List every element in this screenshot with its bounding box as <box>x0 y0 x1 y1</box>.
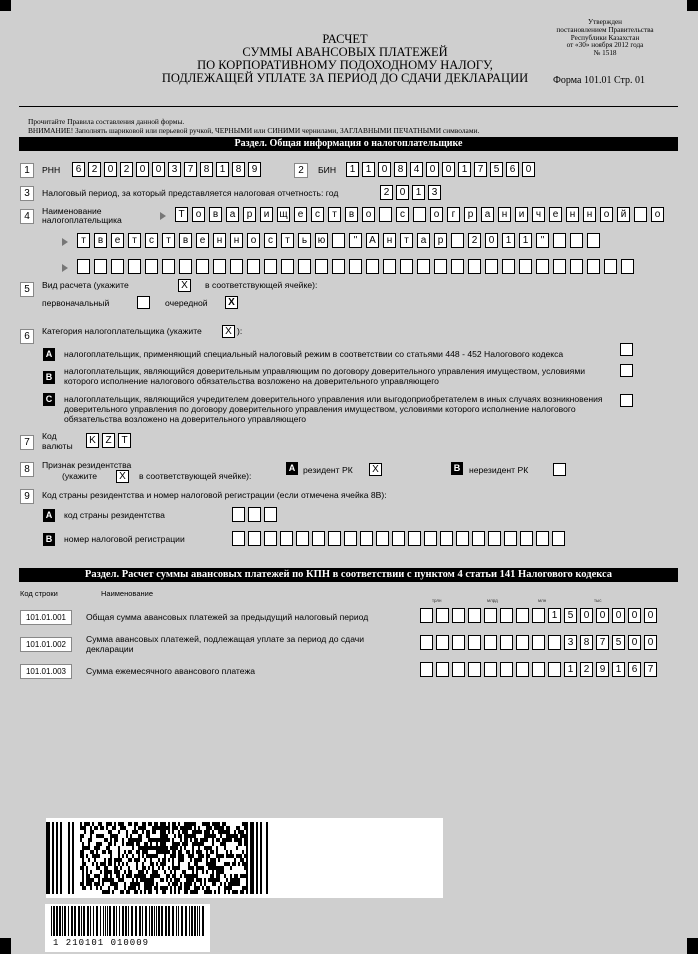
char-cell[interactable] <box>604 259 617 274</box>
char-cell[interactable] <box>264 507 277 522</box>
field-number: 1 <box>20 163 34 178</box>
char-cell[interactable] <box>420 608 433 623</box>
char-cell[interactable]: 1 <box>612 662 625 677</box>
char-cell[interactable] <box>248 507 261 522</box>
mark-sample: X <box>222 325 235 338</box>
char-cell[interactable] <box>328 531 341 546</box>
char-cell[interactable]: 1 <box>548 608 561 623</box>
category-a-checkbox[interactable] <box>620 343 633 356</box>
char-cell[interactable] <box>500 635 513 650</box>
char-cell[interactable] <box>383 259 396 274</box>
char-cell[interactable] <box>519 259 532 274</box>
nonresident-label: нерезидент РК <box>469 465 529 475</box>
char-cell[interactable]: о <box>247 233 260 248</box>
category-b-text: налогоплательщик, являющийся доверительным управляющим по договору доверительного управления имуществом, условиями которого исполнение налогового обязательства возложено на доверительного управляющего <box>64 366 586 386</box>
barcode-number: 1 210101 010009 <box>53 938 150 948</box>
row-code: 101.01.003 <box>20 664 72 679</box>
char-cell[interactable] <box>468 635 481 650</box>
char-cell[interactable] <box>315 259 328 274</box>
char-cell[interactable]: о <box>600 207 613 222</box>
char-cell[interactable]: T <box>118 433 131 448</box>
char-cell[interactable] <box>366 259 379 274</box>
scale-label: тыс <box>594 598 602 603</box>
scale-label: млн <box>538 598 547 603</box>
currency-label: валюты <box>42 441 73 451</box>
initial-checkbox[interactable] <box>137 296 150 309</box>
char-cell[interactable]: т <box>400 233 413 248</box>
amount-field[interactable] <box>420 608 657 623</box>
char-cell[interactable]: 1 <box>502 233 515 248</box>
divider <box>19 106 678 107</box>
char-cell[interactable]: 2 <box>120 162 133 177</box>
letter-a: A <box>286 462 298 475</box>
char-cell[interactable] <box>451 233 464 248</box>
char-cell[interactable] <box>232 531 245 546</box>
char-cell[interactable]: 9 <box>596 662 609 677</box>
char-cell[interactable]: н <box>230 233 243 248</box>
char-cell[interactable] <box>553 259 566 274</box>
category-a-text: налогоплательщик, применяющий специальный налоговый режим в соответствии со статьями 448 - 452 Налогового кодекса <box>64 349 564 359</box>
field-number: 2 <box>294 163 308 178</box>
char-cell[interactable]: р <box>464 207 477 222</box>
form-number: Форма 101.01 Стр. 01 <box>553 75 645 86</box>
category-suffix: ): <box>237 326 243 336</box>
char-cell[interactable]: т <box>328 207 341 222</box>
char-cell[interactable]: а <box>417 233 430 248</box>
char-cell[interactable] <box>196 259 209 274</box>
char-cell[interactable]: и <box>515 207 528 222</box>
taxpayer-name-row[interactable] <box>77 233 600 248</box>
char-cell[interactable] <box>484 608 497 623</box>
field-number: 4 <box>20 209 34 224</box>
char-cell[interactable]: ь <box>298 233 311 248</box>
category-c-text: налогоплательщик, являющийся учредителем доверительного управления или выгодоприобретателем в иных случаях возникновения доверительного управления по договору доверительного управления имуществом, условиями которого исполнение налогового обязательства возложено на доверительного управляющего <box>64 394 603 424</box>
char-cell[interactable]: р <box>243 207 256 222</box>
char-cell[interactable]: е <box>549 207 562 222</box>
char-cell[interactable]: 0 <box>596 608 609 623</box>
char-cell[interactable]: 6 <box>72 162 85 177</box>
bin-label: БИН <box>318 165 337 175</box>
char-cell[interactable] <box>500 608 513 623</box>
period-label: Налоговый период, за который представляется налоговая отчетность: год <box>42 188 339 198</box>
country-code-label: код страны резидентства <box>64 510 165 520</box>
char-cell[interactable]: н <box>566 207 579 222</box>
resident-label: резидент РК <box>303 465 353 475</box>
pdf417-barcode-icon <box>46 818 443 898</box>
char-cell[interactable] <box>516 662 529 677</box>
row-code: 101.01.002 <box>20 637 72 652</box>
nonresident-checkbox[interactable] <box>553 463 566 476</box>
char-cell[interactable] <box>488 531 501 546</box>
letter-b: B <box>43 371 55 384</box>
char-cell[interactable] <box>296 531 309 546</box>
char-cell[interactable] <box>145 259 158 274</box>
country-code-field[interactable] <box>232 507 277 522</box>
scale-label: трлн <box>432 598 442 603</box>
char-cell[interactable] <box>456 531 469 546</box>
char-cell[interactable]: 5 <box>612 635 625 650</box>
char-cell[interactable]: е <box>294 207 307 222</box>
form-title: РАСЧЕТ СУММЫ АВАНСОВЫХ ПЛАТЕЖЕЙ ПО КОРПОРАТИВНОМУ ПОДОХОДНОМУ НАЛОГУ, ПОДЛЕЖАЩЕЙ УПЛАТЕ ЗА ПЕРИОД ДО СДАЧИ ДЕКЛАРАЦИИ <box>161 32 529 85</box>
char-cell[interactable]: а <box>481 207 494 222</box>
registration-mark <box>0 0 11 11</box>
char-cell[interactable] <box>264 531 277 546</box>
char-cell[interactable]: 1 <box>412 185 425 200</box>
char-cell[interactable]: 1 <box>362 162 375 177</box>
letter-c: C <box>43 393 55 406</box>
char-cell[interactable] <box>232 507 245 522</box>
row-name: Сумма авансовых платежей, подлежащая уплате за период до сдачи декларации <box>86 634 365 654</box>
char-cell[interactable]: т <box>128 233 141 248</box>
char-cell[interactable]: 0 <box>580 608 593 623</box>
char-cell[interactable]: 8 <box>580 635 593 650</box>
char-cell[interactable] <box>504 531 517 546</box>
char-cell[interactable]: н <box>213 233 226 248</box>
registration-mark <box>687 938 698 954</box>
char-cell[interactable] <box>162 259 175 274</box>
char-cell[interactable]: 2 <box>380 185 393 200</box>
letter-b: B <box>43 533 55 546</box>
char-cell[interactable]: 8 <box>200 162 213 177</box>
char-cell[interactable] <box>484 635 497 650</box>
name-label: Наименование <box>42 206 102 216</box>
field-number: 3 <box>20 186 34 201</box>
char-cell[interactable] <box>400 259 413 274</box>
char-cell[interactable]: ю <box>315 233 328 248</box>
char-cell[interactable]: т <box>162 233 175 248</box>
char-cell[interactable] <box>548 662 561 677</box>
arrow-right-icon <box>160 212 166 220</box>
tax-reg-label: номер налоговой регистрации <box>64 534 185 544</box>
char-cell[interactable] <box>468 662 481 677</box>
char-cell[interactable]: 9 <box>248 162 261 177</box>
letter-a: A <box>43 348 55 361</box>
char-cell[interactable]: А <box>366 233 379 248</box>
char-cell[interactable] <box>379 207 392 222</box>
char-cell[interactable]: 8 <box>232 162 245 177</box>
char-cell[interactable]: с <box>145 233 158 248</box>
char-cell[interactable]: 7 <box>596 635 609 650</box>
bin-field[interactable] <box>346 162 535 177</box>
regular-label: очередной <box>165 298 208 308</box>
char-cell[interactable]: е <box>196 233 209 248</box>
char-cell[interactable]: ч <box>532 207 545 222</box>
char-cell[interactable] <box>312 531 325 546</box>
char-cell[interactable]: о <box>192 207 205 222</box>
char-cell[interactable] <box>436 608 449 623</box>
category-b-checkbox[interactable] <box>620 364 633 377</box>
warning-note: ВНИМАНИЕ! Заполнять шариковой или перьевой ручкой, ЧЕРНЫМИ или СИНИМИ чернилами, ЗАГЛАВНЫМИ ПЕЧАТНЫМИ символами. <box>28 126 480 135</box>
char-cell[interactable]: " <box>349 233 362 248</box>
resident-checkbox[interactable]: X <box>369 463 382 476</box>
char-cell[interactable] <box>516 608 529 623</box>
currency-label: Код <box>42 431 57 441</box>
char-cell[interactable] <box>532 608 545 623</box>
char-cell[interactable]: в <box>345 207 358 222</box>
char-cell[interactable] <box>472 531 485 546</box>
name-label: налогоплательщика <box>42 215 122 225</box>
char-cell[interactable]: 8 <box>394 162 407 177</box>
char-cell[interactable] <box>213 259 226 274</box>
char-cell[interactable] <box>436 662 449 677</box>
char-cell[interactable]: 6 <box>506 162 519 177</box>
char-cell[interactable]: г <box>447 207 460 222</box>
char-cell[interactable]: о <box>651 207 664 222</box>
char-cell[interactable] <box>570 233 583 248</box>
taxpayer-name-row[interactable] <box>77 259 634 274</box>
char-cell[interactable]: 3 <box>168 162 181 177</box>
char-cell[interactable]: 0 <box>152 162 165 177</box>
char-cell[interactable] <box>532 662 545 677</box>
registration-mark <box>687 0 698 11</box>
linear-barcode <box>45 904 210 952</box>
char-cell[interactable] <box>247 259 260 274</box>
char-cell[interactable] <box>248 531 261 546</box>
char-cell[interactable] <box>468 259 481 274</box>
char-cell[interactable]: Z <box>102 433 115 448</box>
char-cell[interactable]: 5 <box>490 162 503 177</box>
rules-note: Прочитайте Правила составления данной формы. <box>28 117 185 126</box>
rnn-label: РНН <box>42 165 61 175</box>
char-cell[interactable]: щ <box>277 207 290 222</box>
char-cell[interactable]: 0 <box>378 162 391 177</box>
char-cell[interactable]: 3 <box>564 635 577 650</box>
char-cell[interactable]: 5 <box>564 608 577 623</box>
category-label: Категория налогоплательщика (укажите <box>42 326 202 336</box>
char-cell[interactable]: 7 <box>184 162 197 177</box>
char-cell[interactable]: 0 <box>396 185 409 200</box>
col-name-header: Наименование <box>101 589 153 598</box>
char-cell[interactable]: 1 <box>458 162 471 177</box>
char-cell[interactable] <box>424 531 437 546</box>
field-number: 7 <box>20 435 34 450</box>
regular-checkbox[interactable]: X <box>225 296 238 309</box>
char-cell[interactable] <box>452 608 465 623</box>
char-cell[interactable]: в <box>209 207 222 222</box>
linear-barcode-icon <box>45 904 210 940</box>
char-cell[interactable]: 2 <box>580 662 593 677</box>
char-cell[interactable] <box>332 259 345 274</box>
char-cell[interactable] <box>452 662 465 677</box>
scale-label: млрд <box>487 598 498 603</box>
letter-b: B <box>451 462 463 475</box>
char-cell[interactable]: 4 <box>410 162 423 177</box>
tax-reg-field[interactable] <box>232 531 565 546</box>
char-cell[interactable]: 0 <box>612 608 625 623</box>
letter-a: A <box>43 509 55 522</box>
currency-field[interactable] <box>86 433 131 448</box>
char-cell[interactable] <box>417 259 430 274</box>
rnn-field[interactable] <box>72 162 261 177</box>
field-number: 5 <box>20 282 34 297</box>
char-cell[interactable]: е <box>111 233 124 248</box>
calc-type-suffix: в соответствующей ячейке): <box>205 280 318 290</box>
char-cell[interactable]: о <box>430 207 443 222</box>
char-cell[interactable]: 0 <box>104 162 117 177</box>
char-cell[interactable]: й <box>617 207 630 222</box>
char-cell[interactable]: р <box>434 233 447 248</box>
char-cell[interactable] <box>587 233 600 248</box>
char-cell[interactable]: 0 <box>522 162 535 177</box>
char-cell[interactable] <box>536 259 549 274</box>
char-cell[interactable] <box>500 662 513 677</box>
char-cell[interactable]: о <box>362 207 375 222</box>
year-field[interactable] <box>380 185 441 200</box>
char-cell[interactable]: т <box>77 233 90 248</box>
char-cell[interactable]: " <box>536 233 549 248</box>
field-number: 6 <box>20 329 34 344</box>
amount-field[interactable] <box>420 635 657 650</box>
char-cell[interactable]: 7 <box>474 162 487 177</box>
char-cell[interactable] <box>280 531 293 546</box>
amount-field[interactable] <box>420 662 657 677</box>
char-cell[interactable]: 0 <box>442 162 455 177</box>
char-cell[interactable] <box>634 207 647 222</box>
char-cell[interactable] <box>413 207 426 222</box>
category-c-checkbox[interactable] <box>620 394 633 407</box>
taxpayer-name-row[interactable] <box>175 207 664 222</box>
char-cell[interactable] <box>621 259 634 274</box>
char-cell[interactable]: K <box>86 433 99 448</box>
char-cell[interactable] <box>408 531 421 546</box>
char-cell[interactable] <box>420 662 433 677</box>
char-cell[interactable]: 0 <box>485 233 498 248</box>
char-cell[interactable]: 1 <box>346 162 359 177</box>
char-cell[interactable]: с <box>396 207 409 222</box>
approval-note: Утвержден постановлением Правительства Республики Казахстан от «30» ноября 2012 года № 1518 <box>556 18 654 58</box>
mark-sample: X <box>116 470 129 483</box>
char-cell[interactable] <box>179 259 192 274</box>
char-cell[interactable] <box>349 259 362 274</box>
char-cell[interactable] <box>360 531 373 546</box>
char-cell[interactable] <box>520 531 533 546</box>
char-cell[interactable] <box>587 259 600 274</box>
field-number: 8 <box>20 462 34 477</box>
char-cell[interactable] <box>111 259 124 274</box>
char-cell[interactable]: 0 <box>628 608 641 623</box>
char-cell[interactable] <box>570 259 583 274</box>
char-cell[interactable]: Т <box>175 207 188 222</box>
arrow-right-icon <box>62 238 68 246</box>
row-code: 101.01.001 <box>20 610 72 625</box>
arrow-right-icon <box>62 264 68 272</box>
char-cell[interactable]: 6 <box>628 662 641 677</box>
char-cell[interactable]: н <box>583 207 596 222</box>
char-cell[interactable] <box>264 259 277 274</box>
char-cell[interactable] <box>532 635 545 650</box>
initial-label: первоначальный <box>42 298 110 308</box>
char-cell[interactable] <box>392 531 405 546</box>
char-cell[interactable] <box>298 259 311 274</box>
char-cell[interactable]: н <box>498 207 511 222</box>
char-cell[interactable]: 0 <box>644 635 657 650</box>
char-cell[interactable]: а <box>226 207 239 222</box>
char-cell[interactable] <box>553 233 566 248</box>
char-cell[interactable] <box>434 259 447 274</box>
row-name: Общая сумма авансовых платежей за предыдущий налоговый период <box>86 612 369 622</box>
registration-mark <box>0 938 11 954</box>
char-cell[interactable] <box>332 233 345 248</box>
char-cell[interactable]: с <box>264 233 277 248</box>
section-calc-header: Раздел. Расчет суммы авансовых платежей по КПН в соответствии с пунктом 4 статьи 141 Налогового кодекса <box>19 568 678 582</box>
char-cell[interactable] <box>485 259 498 274</box>
2d-barcode-panel <box>46 818 443 898</box>
char-cell[interactable] <box>440 531 453 546</box>
char-cell[interactable] <box>420 635 433 650</box>
char-cell[interactable] <box>344 531 357 546</box>
calc-type-label: Вид расчета (укажите <box>42 280 129 290</box>
char-cell[interactable]: в <box>179 233 192 248</box>
char-cell[interactable]: в <box>94 233 107 248</box>
char-cell[interactable] <box>376 531 389 546</box>
char-cell[interactable] <box>452 635 465 650</box>
char-cell[interactable] <box>516 635 529 650</box>
char-cell[interactable] <box>436 635 449 650</box>
field-number: 9 <box>20 489 34 504</box>
char-cell[interactable] <box>484 662 497 677</box>
char-cell[interactable]: 0 <box>628 635 641 650</box>
char-cell[interactable]: 0 <box>426 162 439 177</box>
col-code-header: Код строки <box>20 589 58 598</box>
char-cell[interactable] <box>548 635 561 650</box>
char-cell[interactable]: 1 <box>216 162 229 177</box>
char-cell[interactable]: 7 <box>644 662 657 677</box>
char-cell[interactable]: 0 <box>644 608 657 623</box>
char-cell[interactable] <box>128 259 141 274</box>
char-cell[interactable] <box>536 531 549 546</box>
char-cell[interactable] <box>281 259 294 274</box>
char-cell[interactable] <box>468 608 481 623</box>
char-cell[interactable]: с <box>311 207 324 222</box>
country-label: Код страны резидентства и номер налоговой регистрации (если отмечена ячейка 8В): <box>42 490 387 500</box>
char-cell[interactable] <box>77 259 90 274</box>
residency-label: Признак резидентства <box>42 460 132 470</box>
char-cell[interactable]: 1 <box>564 662 577 677</box>
char-cell[interactable]: и <box>260 207 273 222</box>
row-name: Сумма ежемесячного авансового платежа <box>86 666 255 676</box>
section-general-header: Раздел. Общая информация о налогоплательщике <box>19 137 678 151</box>
char-cell[interactable] <box>451 259 464 274</box>
char-cell[interactable] <box>502 259 515 274</box>
char-cell[interactable]: 3 <box>428 185 441 200</box>
residency-label: (укажите <box>62 471 98 481</box>
char-cell[interactable]: 2 <box>468 233 481 248</box>
char-cell[interactable]: 1 <box>519 233 532 248</box>
char-cell[interactable]: 2 <box>88 162 101 177</box>
char-cell[interactable] <box>552 531 565 546</box>
char-cell[interactable]: т <box>281 233 294 248</box>
char-cell[interactable] <box>230 259 243 274</box>
char-cell[interactable]: 0 <box>136 162 149 177</box>
char-cell[interactable]: н <box>383 233 396 248</box>
residency-label: в соответствующей ячейке): <box>139 471 252 481</box>
char-cell[interactable] <box>94 259 107 274</box>
mark-sample: X <box>178 279 191 292</box>
